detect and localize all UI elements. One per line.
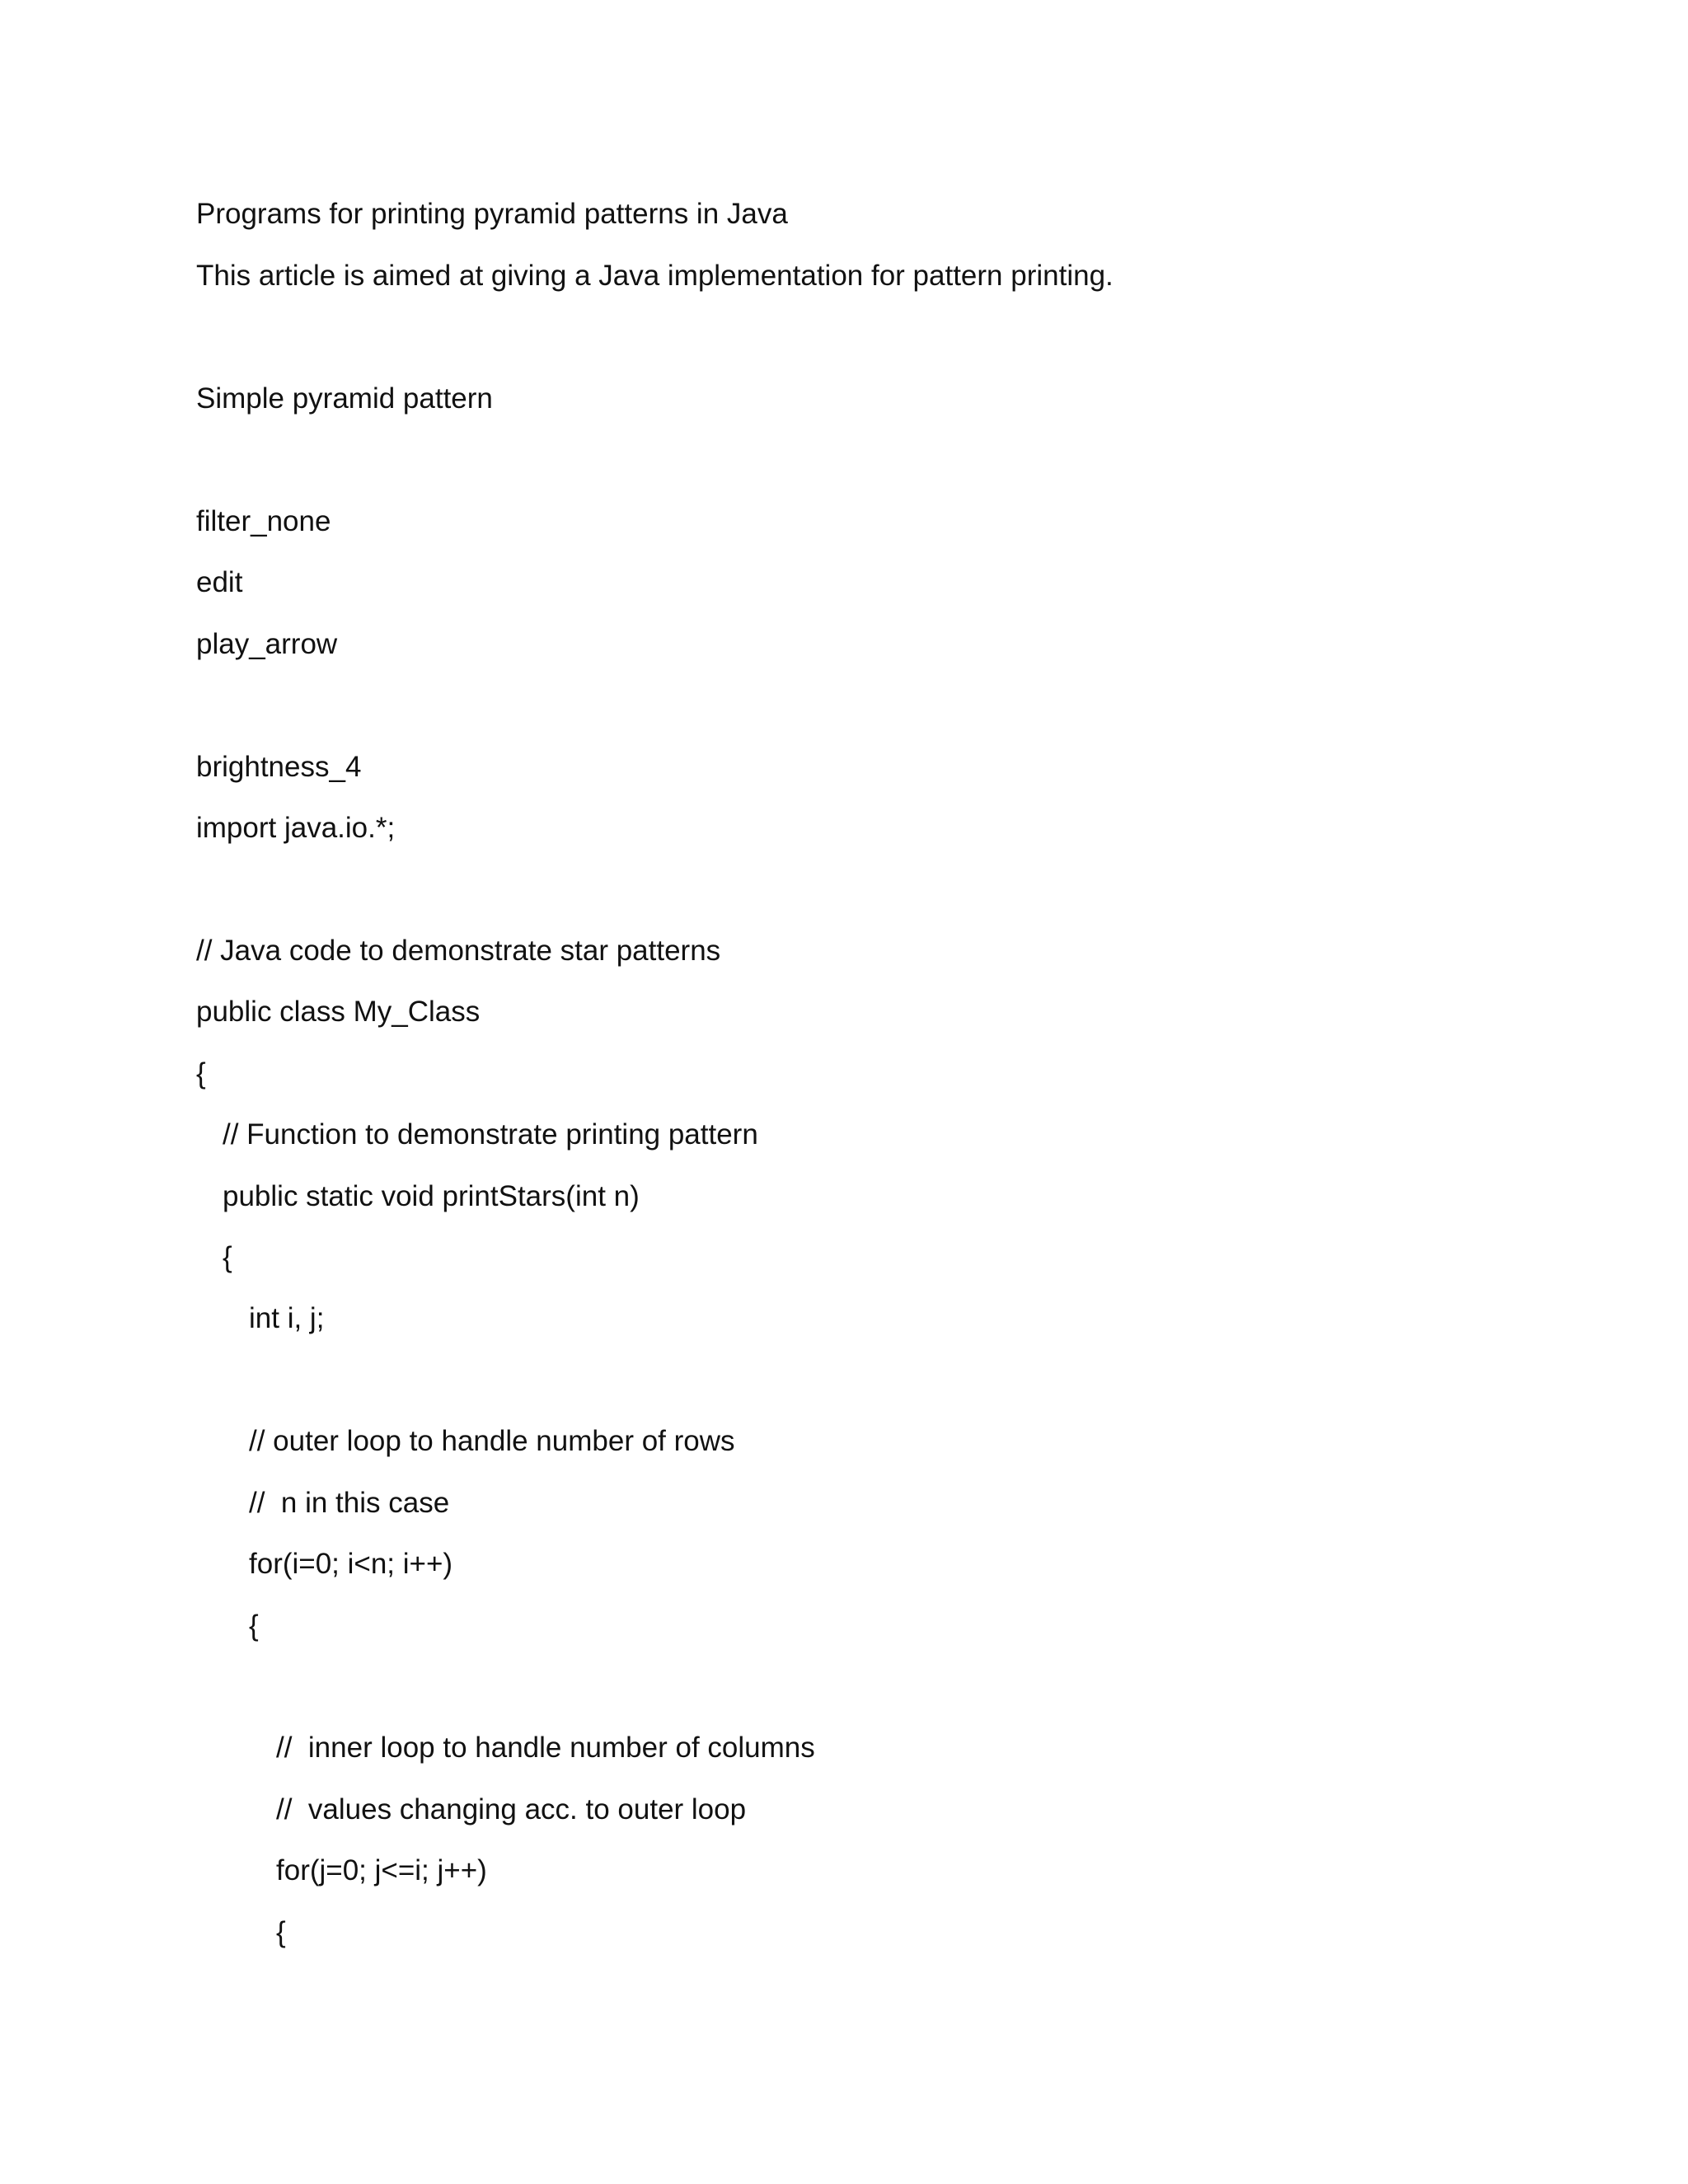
code-line: public class My_Class [196, 996, 481, 1028]
section-heading: Simple pyramid pattern [196, 382, 493, 415]
code-line: for(i=0; i<n; i++) [249, 1548, 453, 1580]
text-line: play_arrow [196, 628, 338, 660]
code-comment: // outer loop to handle number of rows [249, 1425, 735, 1457]
intro-paragraph: This article is aimed at giving a Java implementation for pattern printing. [196, 260, 1114, 292]
code-line: { [249, 1610, 259, 1642]
code-line: { [196, 1057, 206, 1090]
code-line: import java.io.*; [196, 812, 396, 844]
text-line: filter_none [196, 505, 331, 537]
document-title: Programs for printing pyramid patterns in Java [196, 198, 788, 230]
code-line: int i, j; [249, 1302, 325, 1334]
code-comment: // Function to demonstrate printing pattern [223, 1118, 758, 1151]
code-line: for(j=0; j<=i; j++) [276, 1854, 487, 1886]
text-line: brightness_4 [196, 751, 362, 783]
code-line: { [223, 1241, 232, 1273]
text-line: edit [196, 566, 243, 598]
code-comment: // Java code to demonstrate star patterns [196, 935, 721, 967]
code-comment: // values changing acc. to outer loop [276, 1793, 747, 1825]
code-line: public static void printStars(int n) [223, 1180, 640, 1212]
code-line: { [276, 1916, 286, 1948]
code-comment: // n in this case [249, 1487, 450, 1519]
code-comment: // inner loop to handle number of columns [276, 1732, 815, 1764]
